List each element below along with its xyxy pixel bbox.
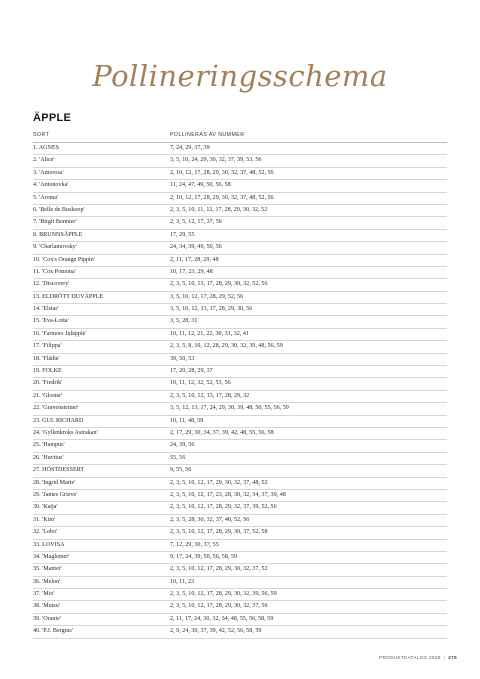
pollinator-numbers: 2, 3, 5, 10, 12, 17, 28, 29, 30, 32, 39, 56, 59 [170, 591, 277, 598]
table-header [33, 128, 447, 143]
table-row [33, 155, 447, 167]
column-header-sort: SORT [33, 132, 50, 138]
table-row [33, 403, 447, 415]
pollinator-numbers: 2, 3, 5, 10, 13, 17, 28, 29, 30, 32, 52, 56 [170, 281, 268, 288]
pollinator-numbers: 2, 3, 5, 10, 12, 17, 28, 29, 30, 32, 37, 56 [170, 603, 268, 610]
pollinator-numbers: 2, 10, 12, 17, 28, 29, 30, 32, 37, 48, 52, 56 [170, 194, 274, 201]
table-row [33, 428, 447, 440]
variety-name: 28. 'Ingrid Marie' [33, 479, 76, 486]
pollinator-numbers: 2, 3, 5, 10, 12, 13, 17, 28, 29, 32 [170, 392, 250, 399]
table-row [33, 180, 447, 192]
table-row [33, 354, 447, 366]
table-row [33, 230, 447, 242]
pollinator-numbers: 11, 24, 47, 49, 50, 56, 58 [170, 182, 231, 189]
table-row [33, 366, 447, 378]
table-row [33, 564, 447, 576]
variety-name: 1. AGNES [33, 145, 60, 151]
pollinator-numbers: 2, 3, 5, 10, 12, 17, 28, 29, 32, 37, 39, 52, 56 [170, 504, 277, 511]
pollinator-numbers: 2, 3, 5, 10, 11, 12, 17, 28, 29, 30, 32, 52 [170, 206, 268, 213]
pollinator-numbers: 2, 3, 5, 12, 17, 37, 56 [170, 219, 222, 226]
variety-name: 11. 'Cox Pomona' [33, 268, 76, 275]
variety-name: 4. 'Antonovka' [33, 182, 69, 189]
table-row [33, 168, 447, 180]
variety-name: 12. 'Discovery' [33, 281, 70, 288]
pollinator-numbers: 7, 24, 29, 37, 39 [170, 145, 210, 151]
table-row [33, 440, 447, 452]
variety-name: 14. 'Elstar' [33, 306, 59, 313]
table-row [33, 465, 447, 477]
table-row [33, 540, 447, 552]
variety-name: 25. 'Hampus' [33, 442, 65, 449]
variety-name: 31. 'Kim' [33, 516, 56, 523]
pollinator-numbers: 2, 3, 5, 10, 12, 17, 28, 29, 30, 32, 37, 52 [170, 566, 268, 573]
table-row [33, 614, 447, 626]
pollinator-numbers: 2, 3, 5, 10, 12, 17, 28, 29, 30, 37, 52, 58 [170, 529, 268, 536]
variety-name: 27. HÖSTDESSERT [33, 467, 85, 474]
variety-name: 32. 'Lobo' [33, 529, 58, 536]
table-row [33, 329, 447, 341]
table-row [33, 255, 447, 267]
variety-name: 10. 'Cox's Orange Pippin' [33, 256, 95, 263]
variety-name: 37. 'Mio' [33, 591, 55, 598]
pollinator-numbers: 9, 55, 56 [170, 467, 192, 474]
variety-name: 5. 'Aroma' [33, 194, 59, 201]
pollinator-numbers: 10, 17, 23, 29, 48 [170, 268, 213, 275]
table-row [33, 205, 447, 217]
table-row [33, 391, 447, 403]
table-row [33, 577, 447, 589]
variety-name: 13. ELDRÖTT DUVÄPPLE [33, 293, 104, 300]
variety-name: 3. 'Amorosa' [33, 169, 64, 176]
table-row [33, 217, 447, 229]
page-number: 275 [448, 655, 457, 660]
variety-name: 21. 'Gloster' [33, 392, 63, 399]
table-row [33, 589, 447, 601]
pollinator-numbers: 17, 29, 55 [170, 231, 195, 238]
pollinator-numbers: 3, 5, 10, 24, 29, 30, 32, 37, 39, 53, 56 [170, 157, 262, 164]
table-row [33, 601, 447, 613]
pollinator-numbers: 3, 5, 10, 12, 17, 28, 29, 52, 56 [170, 293, 244, 300]
variety-name: 16. 'Farmors Juläpple' [33, 330, 87, 337]
table-row [33, 490, 447, 502]
variety-name: 33. LOVISA [33, 541, 65, 548]
pollinator-numbers: 39, 50, 53 [170, 355, 195, 362]
table-row [33, 267, 447, 279]
table-row [33, 453, 447, 465]
pollinator-numbers: 17, 20, 28, 29, 37 [170, 368, 213, 375]
catalog-name: PRODUKTKATALOG 2026 [379, 655, 441, 660]
variety-name: 19. FOLKE [33, 368, 62, 375]
table-row [33, 502, 447, 514]
variety-name: 6. 'Belle de Boskoop' [33, 206, 85, 213]
pollination-table [33, 128, 447, 639]
variety-name: 20. 'Fredrik' [33, 380, 63, 387]
variety-name: 40. 'P.J. Bergius' [33, 628, 73, 635]
table-row [33, 626, 447, 638]
table-row [33, 292, 447, 304]
pollinator-numbers: 9, 17, 24, 39, 50, 56, 58, 59 [170, 553, 238, 560]
pollinator-numbers: 3, 5, 28, 31 [170, 318, 198, 325]
variety-name: 9. 'Charlamovsky' [33, 244, 77, 251]
variety-name: 22. 'Gravensteiner' [33, 405, 79, 412]
table-row [33, 552, 447, 564]
pollinator-numbers: 3, 5, 12, 13, 17, 24, 29, 30, 39, 48, 50, 55, 56, 59 [170, 405, 289, 412]
table-row [33, 378, 447, 390]
pollinator-numbers: 10, 11, 12, 21, 22, 30, 31, 32, 41 [170, 330, 249, 337]
variety-name: 30. 'Katja' [33, 504, 58, 511]
pollinator-numbers: 24, 34, 39, 49, 50, 56 [170, 244, 222, 251]
table-row [33, 515, 447, 527]
table-row [33, 242, 447, 254]
page-title: Pollineringsschema [92, 59, 388, 93]
table-row [33, 527, 447, 539]
variety-name: 24. 'Gyllenkroks Astrakan' [33, 429, 98, 436]
pollinator-numbers: 2, 3, 5, 8, 10, 12, 28, 29, 30, 32, 39, 48, 56, 59 [170, 343, 283, 350]
pollinator-numbers: 55, 56 [170, 454, 186, 461]
variety-name: 2. 'Alice' [33, 157, 55, 164]
pollinator-numbers: 2, 11, 17, 24, 30, 32, 34, 48, 55, 56, 58, 59 [170, 615, 274, 622]
pollinator-numbers: 2, 9, 24, 30, 37, 39, 42, 52, 56, 58, 59 [170, 628, 262, 635]
variety-name: 39. 'Oranie' [33, 615, 61, 622]
variety-name: 18. 'Flädie' [33, 355, 60, 362]
variety-name: 8. BRUNNSÄPPLE [33, 231, 83, 238]
table-row [33, 143, 447, 155]
pollinator-numbers: 10, 11, 23 [170, 578, 195, 585]
footer-separator: | [443, 655, 446, 660]
column-header-pollinators: POLLINERAS AV NUMMER [170, 132, 245, 138]
pollinator-numbers: 2, 3, 5, 10, 12, 17, 29, 30, 32, 37, 48, 52 [170, 479, 268, 486]
page-footer [379, 655, 457, 660]
section-heading: ÄPPLE [33, 112, 72, 124]
table-row [33, 304, 447, 316]
pollinator-numbers: 10, 11, 12, 32, 52, 53, 56 [170, 380, 231, 387]
variety-name: 17. 'Filippa' [33, 343, 62, 350]
variety-name: 38. 'Mutsu' [33, 603, 60, 610]
table-row [33, 279, 447, 291]
pollinator-numbers: 24, 39, 56 [170, 442, 195, 449]
pollinator-numbers: 10, 11, 48, 59 [170, 417, 204, 424]
table-row [33, 341, 447, 353]
pollinator-numbers: 2, 3, 5, 28, 30, 32, 37, 48, 52, 56 [170, 516, 250, 523]
table-row [33, 416, 447, 428]
pollinator-numbers: 3, 5, 10, 12, 13, 17, 28, 29, 30, 56 [170, 306, 253, 313]
variety-name: 36. 'Melon' [33, 578, 61, 585]
table-row [33, 478, 447, 490]
pollinator-numbers: 2, 3, 5, 10, 12, 17, 23, 28, 30, 32, 34, 37, 39, 48 [170, 491, 286, 498]
table-row [33, 193, 447, 205]
variety-name: 29. 'James Grieve' [33, 491, 78, 498]
variety-name: 15. 'Eva-Lotta' [33, 318, 69, 325]
pollinator-numbers: 7, 12, 29, 30, 37, 55 [170, 541, 219, 548]
variety-name: 34. 'Maglemer' [33, 553, 70, 560]
pollinator-numbers: 2, 10, 12, 17, 28, 29, 30, 32, 37, 48, 52, 56 [170, 169, 274, 176]
variety-name: 23. GUL RICHARD [33, 417, 84, 424]
table-body [33, 143, 447, 639]
table-row [33, 316, 447, 328]
variety-name: 35. 'Mantet' [33, 566, 62, 573]
variety-name: 26. 'Huvitus' [33, 454, 64, 461]
pollinator-numbers: 2, 11, 17, 28, 29, 48 [170, 256, 219, 263]
pollinator-numbers: 2, 17, 29, 30, 34, 37, 39, 42, 48, 55, 56, 58 [170, 429, 274, 436]
variety-name: 7. 'Birgit Bonnier' [33, 219, 77, 226]
